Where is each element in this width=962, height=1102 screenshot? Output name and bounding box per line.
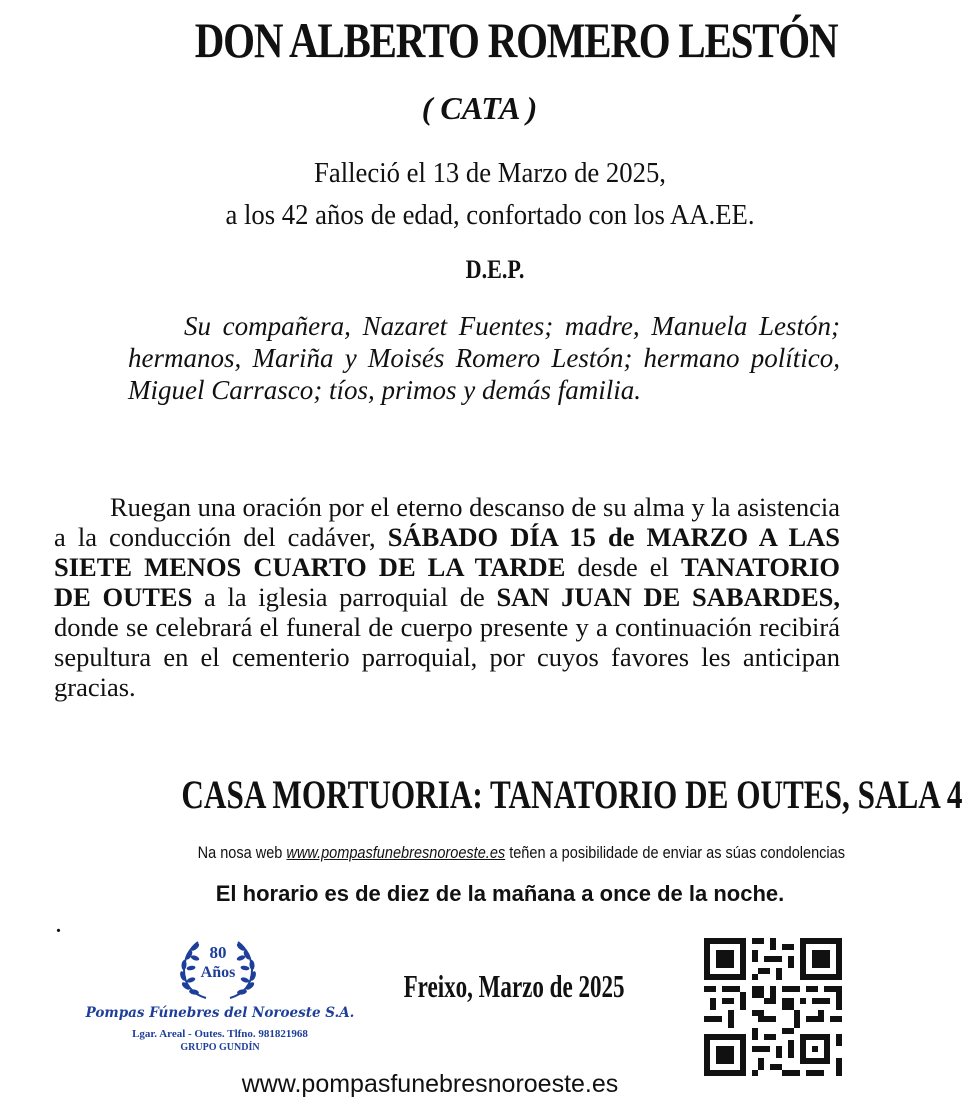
- request-text-1: Ruegan una oración por el eterno descanso de su alma y la asistencia a la conducción del cadáver,: [54, 492, 840, 552]
- request-text-2: desde el: [565, 552, 681, 582]
- request-text-3: a la iglesia parroquial de: [192, 582, 497, 612]
- funeral-home: CASA MORTUORIA: TANATORIO DE OUTES, SALA 4: [181, 772, 962, 817]
- web-condolences-note: [189, 842, 845, 864]
- deceased-name: DON ALBERTO ROMERO LESTÓN: [194, 12, 838, 68]
- footer-website[interactable]: www.pompasfunebresnoroeste.es: [241, 1070, 619, 1098]
- death-date-line: Falleció el 13 de Marzo de 2025,: [314, 157, 666, 189]
- anniversary-word: Años: [200, 964, 236, 981]
- family-paragraph: Su compañera, Nazaret Fuentes; madre, Manuela Lestón; hermanos, Mariña y Moisés Romero Lestón; hermano político, Miguel Carrasco; tíos, primos y demás familia.: [128, 311, 840, 405]
- stray-dot: .: [56, 915, 61, 937]
- death-announcement: [205, 152, 775, 236]
- request-text-4: donde se celebrará el funeral de cuerpo presente y a continuación recibirá sepultura en el cementerio parroquial, por cuyos favores les anticipan gracias.: [54, 612, 840, 702]
- church-name: SAN JUAN DE SABARDES,: [496, 582, 840, 612]
- rip-text: D.E.P.: [465, 255, 525, 284]
- company-group: GRUPO GUNDÍN: [180, 1042, 260, 1053]
- web-note-prefix: Na nosa web: [197, 844, 287, 862]
- web-note-suffix: teñen a posibilidade de enviar as súas condolencias: [505, 844, 845, 862]
- anniversary-number: 80: [209, 943, 227, 962]
- place-date: Freixo, Marzo de 2025: [403, 968, 625, 1004]
- service-origin: TANATORIO DE OUTES: [54, 552, 840, 612]
- company-address: Lgar. Areal - Outes. Tlfno. 981821968: [132, 1028, 308, 1040]
- web-note-link[interactable]: www.pompasfunebresnoroeste.es: [286, 844, 506, 862]
- company-name: Pompas Fúnebres del Noroeste S.A.: [85, 1005, 355, 1021]
- qr-code-icon: [704, 938, 842, 1076]
- nickname: ( CATA ): [421, 90, 538, 126]
- death-age-line: a los 42 años de edad, confortado con los AA.EE.: [225, 199, 755, 231]
- visiting-hours: El horario es de diez de la mañana a once de la noche.: [215, 881, 785, 906]
- request-paragraph: [54, 492, 840, 702]
- service-date-time: SÁBADO DÍA 15 de MARZO A LAS SIETE MENOS CUARTO DE LA TARDE: [54, 522, 840, 582]
